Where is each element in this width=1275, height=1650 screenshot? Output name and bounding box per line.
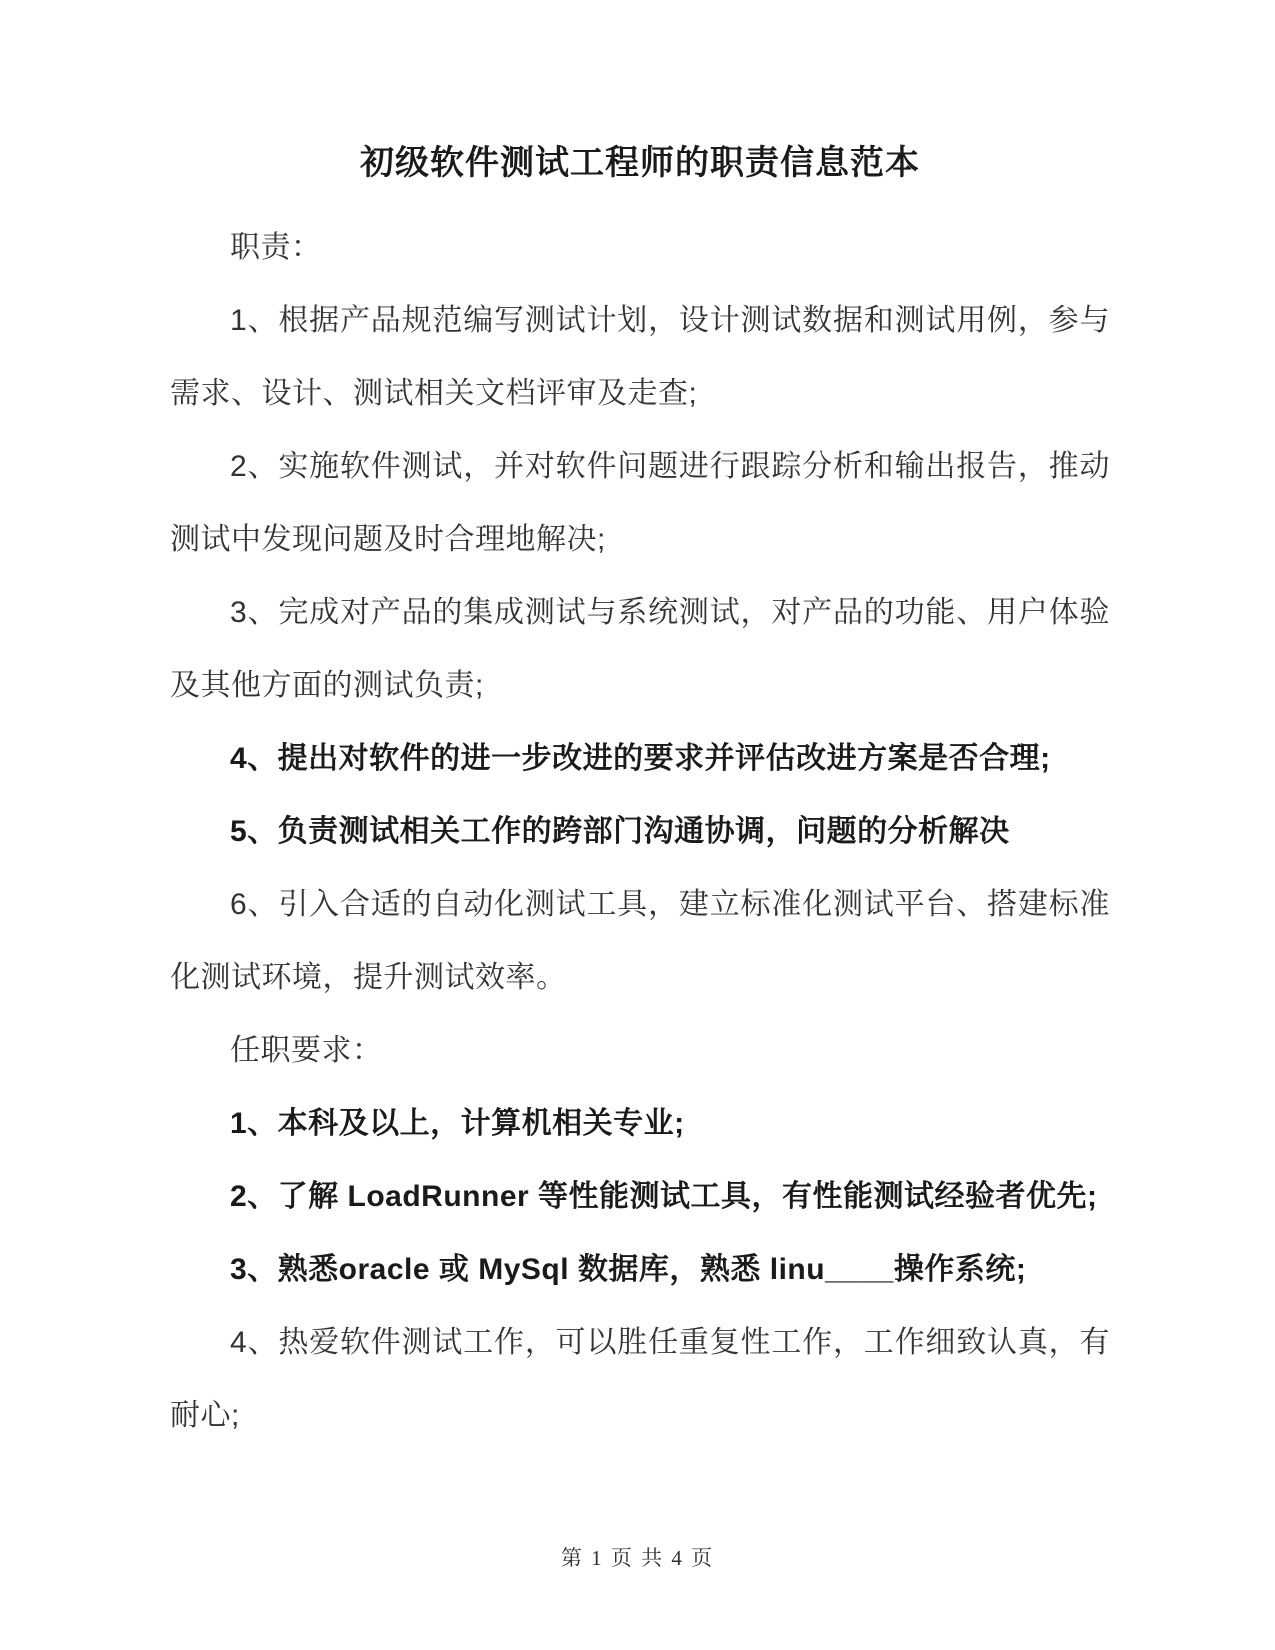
duty-item-6: 6、引入合适的自动化测试工具，建立标准化测试平台、搭建标准化测试环境，提升测试效率。 bbox=[170, 888, 1110, 994]
requirement-item-4: 4、热爱软件测试工作，可以胜任重复性工作，工作细致认真，有耐心; bbox=[170, 1326, 1110, 1432]
page-number: 第 1 页 共 4 页 bbox=[560, 1546, 715, 1570]
duty-item-5: 5、负责测试相关工作的跨部门沟通协调，问题的分析解决 bbox=[230, 815, 1010, 848]
requirement-item-3: 3、熟悉oracle 或 MySql 数据库，熟悉 linu____操作系统; bbox=[230, 1253, 1027, 1286]
requirements-section-label: 任职要求： bbox=[230, 1034, 383, 1067]
duties-section-label: 职责： bbox=[230, 231, 322, 264]
document-title: 初级软件测试工程师的职责信息范本 bbox=[360, 144, 920, 182]
duty-item-1: 1、根据产品规范编写测试计划，设计测试数据和测试用例，参与需求、设计、测试相关文档评审及走查; bbox=[170, 304, 1110, 410]
requirement-item-1: 1、本科及以上，计算机相关专业; bbox=[230, 1107, 685, 1140]
duty-item-4: 4、提出对软件的进一步改进的要求并评估改进方案是否合理; bbox=[230, 742, 1051, 775]
document-body bbox=[170, 138, 1110, 1452]
duty-item-2: 2、实施软件测试，并对软件问题进行跟踪分析和输出报告，推动测试中发现问题及时合理地解决; bbox=[170, 450, 1110, 556]
requirement-item-2: 2、了解 LoadRunner 等性能测试工具，有性能测试经验者优先; bbox=[230, 1180, 1098, 1213]
duty-item-3: 3、完成对产品的集成测试与系统测试，对产品的功能、用户体验及其他方面的测试负责; bbox=[170, 596, 1110, 702]
